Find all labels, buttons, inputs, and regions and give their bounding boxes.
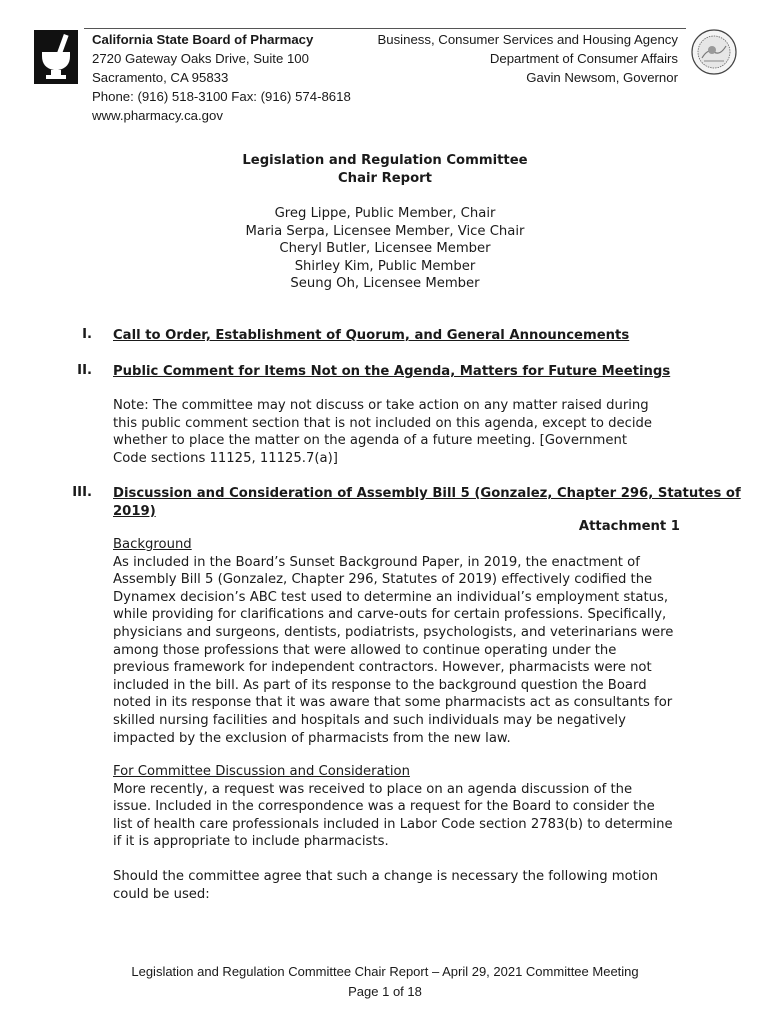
attachment-label: Attachment 1 (578, 519, 680, 534)
board-logo (34, 30, 78, 84)
department-name: Department of Consumer Affairs (489, 51, 678, 66)
background-line: Dynamex decision’s ABC test used to determine an individual’s employment status, (113, 589, 669, 605)
background-label: Background (113, 537, 192, 552)
state-seal-icon (690, 28, 738, 76)
member-5: Seung Oh, Licensee Member (290, 276, 480, 291)
section-3-numeral: III. (72, 485, 92, 500)
section-2-numeral: II. (77, 363, 92, 378)
address-line-2: Sacramento, CA 95833 (92, 70, 229, 85)
section-1-heading: Call to Order, Establishment of Quorum, and General Announcements (113, 328, 630, 343)
note-line: Note: The committee may not discuss or take action on any matter raised during (113, 398, 649, 413)
org-name: California State Board of Pharmacy (92, 32, 314, 47)
discussion-section (113, 763, 683, 851)
background-line: As included in the Board’s Sunset Background Paper, in 2019, the enactment of (113, 554, 640, 570)
section-3-heading-line-2: 2019) (113, 503, 156, 519)
member-4: Shirley Kim, Public Member (294, 258, 476, 274)
section-3-heading-line-1: Discussion and Consideration of Assembly Bill 5 (Gonzalez, Chapter 296, Statutes of (113, 486, 741, 501)
discussion-line: list of health care professionals included in Labor Code section 2783(b) to determine (113, 816, 673, 832)
header-rule (84, 28, 686, 29)
background-line: previous framework for independent contractors. However, pharmacists were not (113, 660, 652, 676)
member-2: Maria Serpa, Licensee Member, Vice Chair (245, 223, 525, 239)
discussion-line: More recently, a request was received to place on an agenda discussion of the (113, 781, 633, 797)
member-list (0, 205, 770, 293)
page-footer (0, 962, 770, 1002)
note-paragraph (113, 397, 683, 467)
discussion-label: For Committee Discussion and Consideration (113, 764, 410, 779)
background-line: impacted by the exclusion of pharmacists from the new law. (113, 730, 511, 746)
background-line: among those professions that were allowed to continue operating under the (113, 642, 617, 658)
background-section (113, 536, 683, 747)
page-number: Page 1 of 18 (348, 984, 422, 999)
discussion-line: if it is appropriate to include pharmacists. (113, 834, 389, 850)
background-line: included in the bill. As part of its response to the background question the Board (113, 677, 647, 693)
report-title (0, 152, 770, 187)
title-line-1: Legislation and Regulation Committee (242, 153, 528, 168)
background-line: physicians and surgeons, dentists, podiatrists, psychologists, and veterinarians were (113, 624, 674, 640)
background-line: noted in its response that it was aware that some pharmacists act as consultants for (113, 695, 673, 711)
section-2-heading: Public Comment for Items Not on the Agenda, Matters for Future Meetings (113, 364, 671, 379)
motion-line: could be used: (113, 886, 210, 902)
discussion-line: issue. Included in the correspondence was a request for the Board to consider the (113, 799, 655, 815)
website-link[interactable]: www.pharmacy.ca.gov (92, 108, 223, 123)
phone-fax: Phone: (916) 518-3100 Fax: (916) 574-8618 (92, 89, 351, 104)
member-1: Greg Lippe, Public Member, Chair (274, 206, 496, 221)
letterhead-right (377, 30, 678, 87)
title-line-2: Chair Report (338, 170, 432, 186)
agency-name: Business, Consumer Services and Housing Agency (377, 32, 678, 47)
footer-report-title: Legislation and Regulation Committee Chair Report – April 29, 2021 Committee Meeting (131, 964, 639, 979)
note-line: this public comment section that is not included on this agenda, except to decide (113, 415, 652, 431)
motion-line: Should the committee agree that such a change is necessary the following motion (113, 869, 658, 884)
letterhead-left (92, 30, 392, 125)
background-line: Assembly Bill 5 (Gonzalez, Chapter 296, Statutes of 2019) effectively codified the (113, 572, 653, 588)
note-line: Code sections 11125, 11125.7(a)] (113, 450, 338, 466)
motion-paragraph (113, 868, 683, 903)
address-line-1: 2720 Gateway Oaks Drive, Suite 100 (92, 51, 309, 66)
section-1-numeral: I. (82, 327, 92, 342)
background-line: skilled nursing facilities and hospitals and such individuals may be negatively (113, 712, 626, 728)
member-3: Cheryl Butler, Licensee Member (279, 241, 491, 256)
note-line: whether to place the matter on the agenda of a future meeting. [Government (113, 433, 628, 449)
governor-name: Gavin Newsom, Governor (526, 70, 678, 85)
section-3-heading (113, 485, 741, 520)
background-line: while providing for clarifications and carve-outs for certain professions. Specifically, (113, 607, 667, 623)
